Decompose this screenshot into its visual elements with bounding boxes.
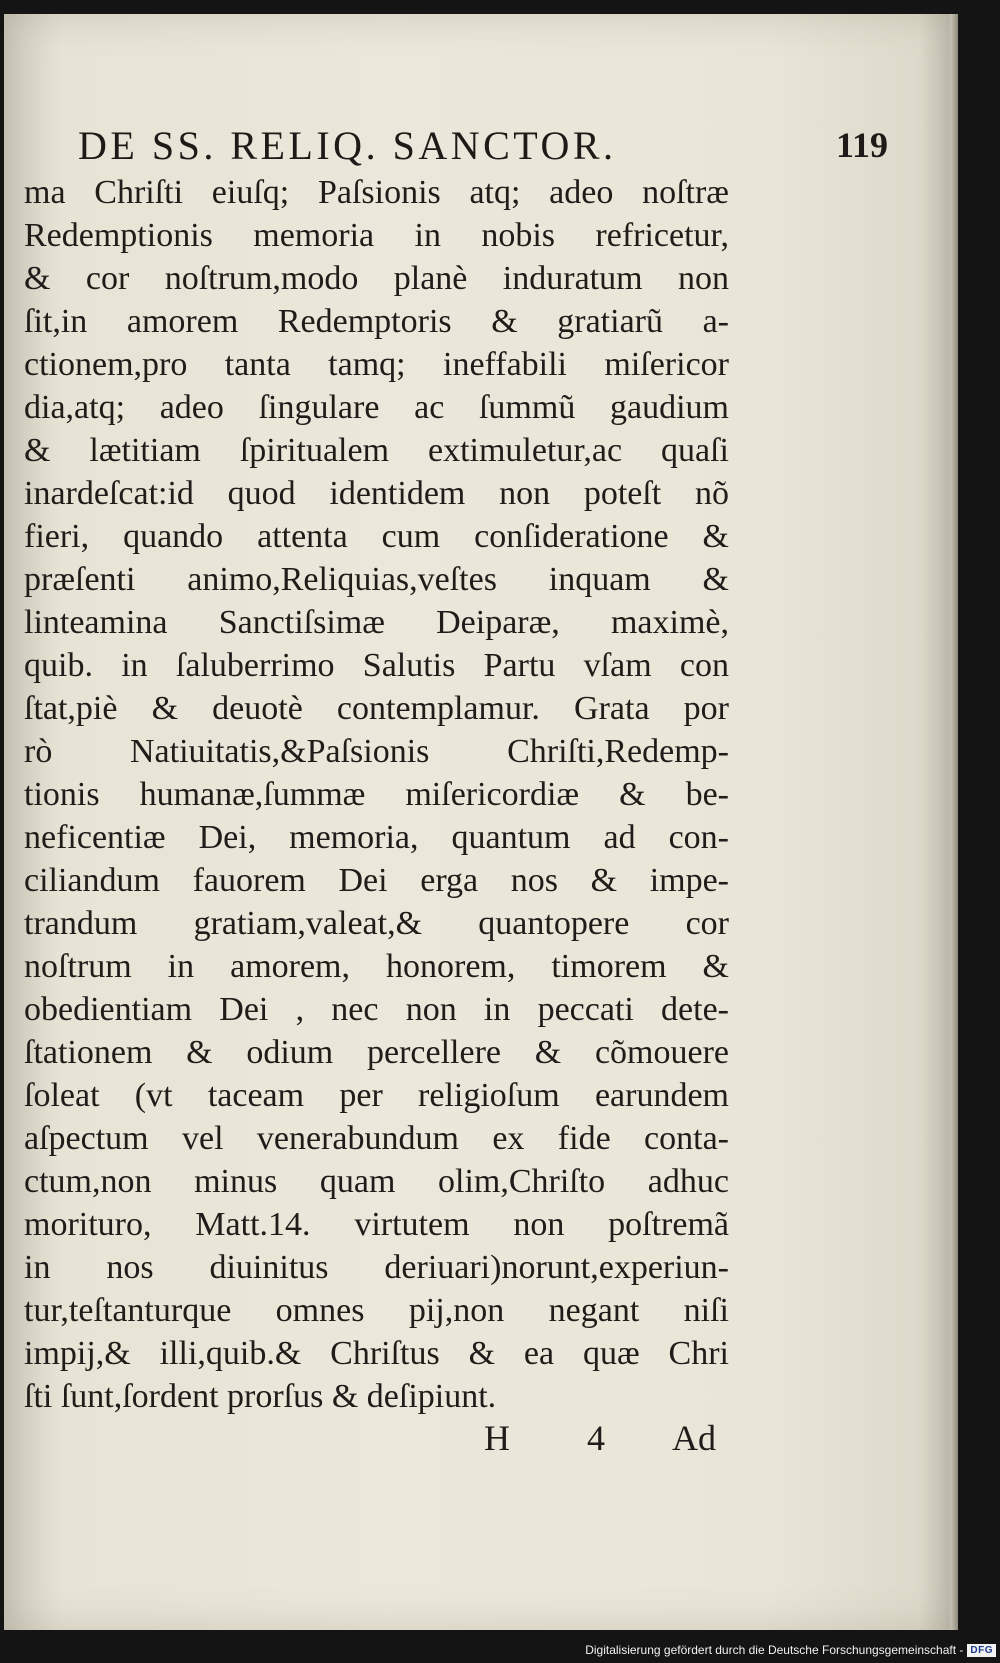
text-line: morituro, Matt.14. virtutem non poſtremã xyxy=(24,1206,729,1243)
text-line: ctum,non minus quam olim,Chriſto adhuc xyxy=(24,1163,729,1200)
text-line: neficentiæ Dei, memoria, quantum ad con- xyxy=(24,819,729,856)
text-line: & lætitiam ſpiritualem extimuletur,ac quaſi xyxy=(24,432,729,469)
text-line: Redemptionis memoria in nobis refricetur, xyxy=(24,217,729,254)
book-page xyxy=(4,14,958,1630)
text-line: fieri, quando attenta cum conſideratione & xyxy=(24,518,729,555)
text-line: linteamina Sanctiſsimæ Deiparæ, maximè, xyxy=(24,604,729,641)
text-line: ſtat,piè & deuotè contemplamur. Grata por xyxy=(24,690,729,727)
text-line: præſenti animo,Reliquias,veſtes inquam & xyxy=(24,561,729,598)
text-line: ciliandum fauorem Dei erga nos & impe- xyxy=(24,862,729,899)
dfg-logo: DFG xyxy=(967,1644,996,1657)
text-line: tionis humanæ,ſummæ miſericordiæ & be- xyxy=(24,776,729,813)
page-header xyxy=(78,122,918,174)
funding-banner-text: Digitalisierung gefördert durch die Deutsche Forschungsgemeinschaft - xyxy=(585,1643,964,1657)
text-line: ſoleat (vt taceam per religioſum earundem xyxy=(24,1077,729,1114)
text-line: ctionem,pro tanta tamq; ineffabili miſericor xyxy=(24,346,729,383)
text-line: trandum gratiam,valeat,& quantopere cor xyxy=(24,905,729,942)
text-line: quib. in ſaluberrimo Salutis Partu vſam con xyxy=(24,647,729,684)
text-line: & cor noſtrum,modo planè induratum non xyxy=(24,260,729,297)
text-line: inardeſcat:id quod identidem non poteſt nõ xyxy=(24,475,729,512)
text-line: dia,atq; adeo ſingulare ac ſummũ gaudium xyxy=(24,389,729,426)
text-line: rò Natiuitatis,&Paſsionis Chriſti,Redemp- xyxy=(24,733,729,770)
text-line: obedientiam Dei , nec non in peccati dete- xyxy=(24,991,729,1028)
text-line: aſpectum vel venerabundum ex fide conta- xyxy=(24,1120,729,1157)
page-edge xyxy=(950,14,958,1630)
catchword: Ad xyxy=(672,1418,716,1458)
funding-banner xyxy=(585,1639,996,1661)
text-line: ſti ſunt,ſordent prorſus & deſipiunt. xyxy=(24,1378,497,1415)
body-text xyxy=(24,171,729,1418)
text-line: noſtrum in amorem, honorem, timorem & xyxy=(24,948,729,985)
text-line: impij,& illi,quib.& Chriſtus & ea quæ Chri xyxy=(24,1335,729,1372)
signature-mark: H 4 xyxy=(484,1418,639,1458)
text-line: ſit,in amorem Redemptoris & gratiarũ a- xyxy=(24,303,729,340)
text-line: ſtationem & odium percellere & cõmouere xyxy=(24,1034,729,1071)
text-line: in nos diuinitus deriuari)norunt,experiun- xyxy=(24,1249,729,1286)
page-footer xyxy=(484,1417,724,1467)
text-line: tur,teſtanturque omnes pij,non negant niſi xyxy=(24,1292,729,1329)
page-number: 119 xyxy=(835,125,888,165)
running-head: DE SS. RELIQ. SANCTOR. xyxy=(78,123,617,168)
text-line: ma Chriſti eiuſq; Paſsionis atq; adeo noſtræ xyxy=(24,174,729,211)
